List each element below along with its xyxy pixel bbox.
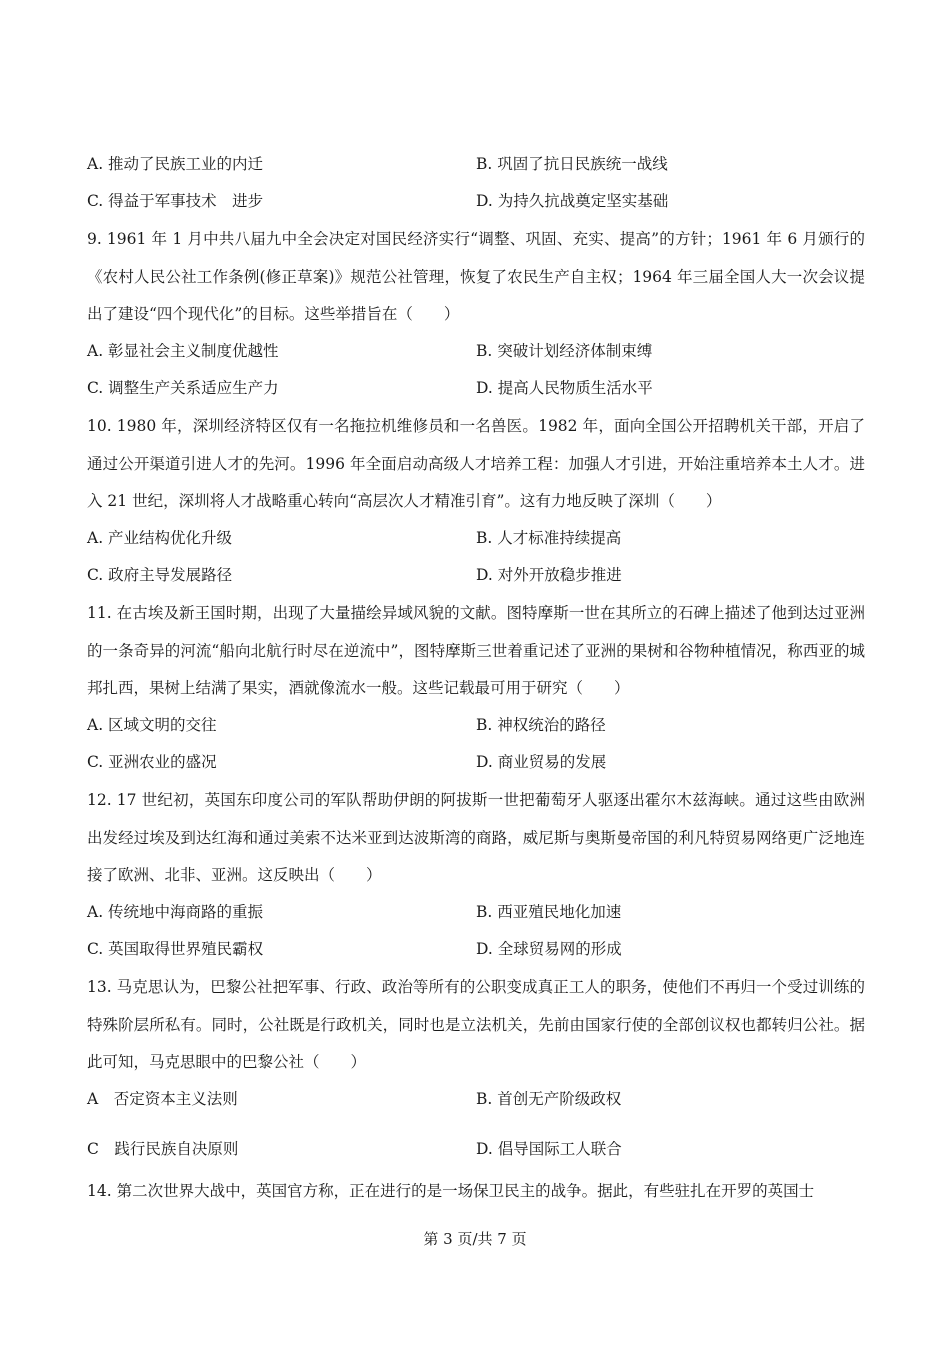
q13-option-b: B. 首创无产阶级政权 — [476, 1090, 622, 1108]
q9-option-a: A. 彰显社会主义制度优越性 — [87, 342, 279, 360]
q9-option-c: C. 调整生产关系适应生产力 — [87, 379, 279, 397]
q10-stem: 10. 1980 年，深圳经济特区仅有一名拖拉机维修员和一名兽医。1982 年，面向全国公开招聘机关干部，开启了通过公开渠道引进人才的先河。1996 年全面启动高级人才培养工程：加强人才引进，开始注重培养本土人才。进入 21 世纪，深圳将人才战略重心转向“高层次人才精准引育”。这有力地反映了深圳（ ） — [87, 417, 865, 510]
q14-stem: 14. 第二次世界大战中，英国官方称，正在进行的是一场保卫民主的战争。据此，有些驻扎在开罗的英国士 — [87, 1182, 815, 1200]
q9-stem: 9. 1961 年 1 月中共八届九中全会决定对国民经济实行“调整、巩固、充实、提高”的方针；1961 年 6 月颁行的《农村人民公社工作条例(修正草案)》规范公社管理，恢复了农民生产自主权；1964 年三届全国人大一次会议提出了建设“四个现代化”的目标。这些举措旨在（ ） — [87, 230, 865, 323]
q8-option-b: B. 巩固了抗日民族统一战线 — [476, 155, 668, 173]
q13-option-c: C 践行民族自决原则 — [87, 1140, 239, 1158]
q10-option-d: D. 对外开放稳步推进 — [476, 566, 622, 584]
q12-option-d: D. 全球贸易网的形成 — [476, 940, 622, 958]
q11-option-b: B. 神权统治的路径 — [476, 716, 606, 734]
q8-option-c: C. 得益于军事技术 进步 — [87, 192, 264, 210]
q13-option-a: A 否定资本主义法则 — [87, 1090, 238, 1108]
q11-option-c: C. 亚洲农业的盛况 — [87, 753, 217, 771]
q10-option-a: A. 产业结构优化升级 — [87, 529, 233, 547]
q9-option-b: B. 突破计划经济体制束缚 — [476, 342, 653, 360]
q13-stem: 13. 马克思认为，巴黎公社把军事、行政、政治等所有的公职变成真正工人的职务，使他们不再归一个受过训练的特殊阶层所私有。同时，公社既是行政机关，同时也是立法机关，先前由国家行使的全部创议权也都转归公社。据此可知，马克思眼中的巴黎公社（ ） — [87, 978, 865, 1071]
q10-option-c: C. 政府主导发展路径 — [87, 566, 233, 584]
q12-option-b: B. 西亚殖民地化加速 — [476, 903, 622, 921]
q8-option-d: D. 为持久抗战奠定坚实基础 — [476, 192, 669, 210]
page-number-footer: 第 3 页/共 7 页 — [423, 1230, 527, 1248]
q11-stem: 11. 在古埃及新王国时期，出现了大量描绘异域风貌的文献。图特摩斯一世在其所立的石碑上描述了他到达过亚洲的一条奇异的河流“船向北航行时尽在逆流中”，图特摩斯三世着重记述了亚洲的果树和谷物种植情况，称西亚的城邦扎西，果树上结满了果实，酒就像流水一般。这些记载最可用于研究（ ） — [87, 604, 865, 697]
q11-option-a: A. 区域文明的交往 — [87, 716, 217, 734]
q10-option-b: B. 人才标准持续提高 — [476, 529, 622, 547]
q11-option-d: D. 商业贸易的发展 — [476, 753, 607, 771]
q8-option-a: A. 推动了民族工业的内迁 — [87, 155, 264, 173]
q12-option-c: C. 英国取得世界殖民霸权 — [87, 940, 264, 958]
q12-stem: 12. 17 世纪初，英国东印度公司的军队帮助伊朗的阿拔斯一世把葡萄牙人驱逐出霍尔木兹海峡。通过这些由欧洲出发经过埃及到达红海和通过美索不达米亚到达波斯湾的商路，威尼斯与奥斯曼帝国的利凡特贸易网络更广泛地连接了欧洲、北非、亚洲。这反映出（ ） — [87, 791, 865, 884]
q13-option-d: D. 倡导国际工人联合 — [476, 1140, 622, 1158]
q9-option-d: D. 提高人民物质生活水平 — [476, 379, 653, 397]
q12-option-a: A. 传统地中海商路的重振 — [87, 903, 264, 921]
